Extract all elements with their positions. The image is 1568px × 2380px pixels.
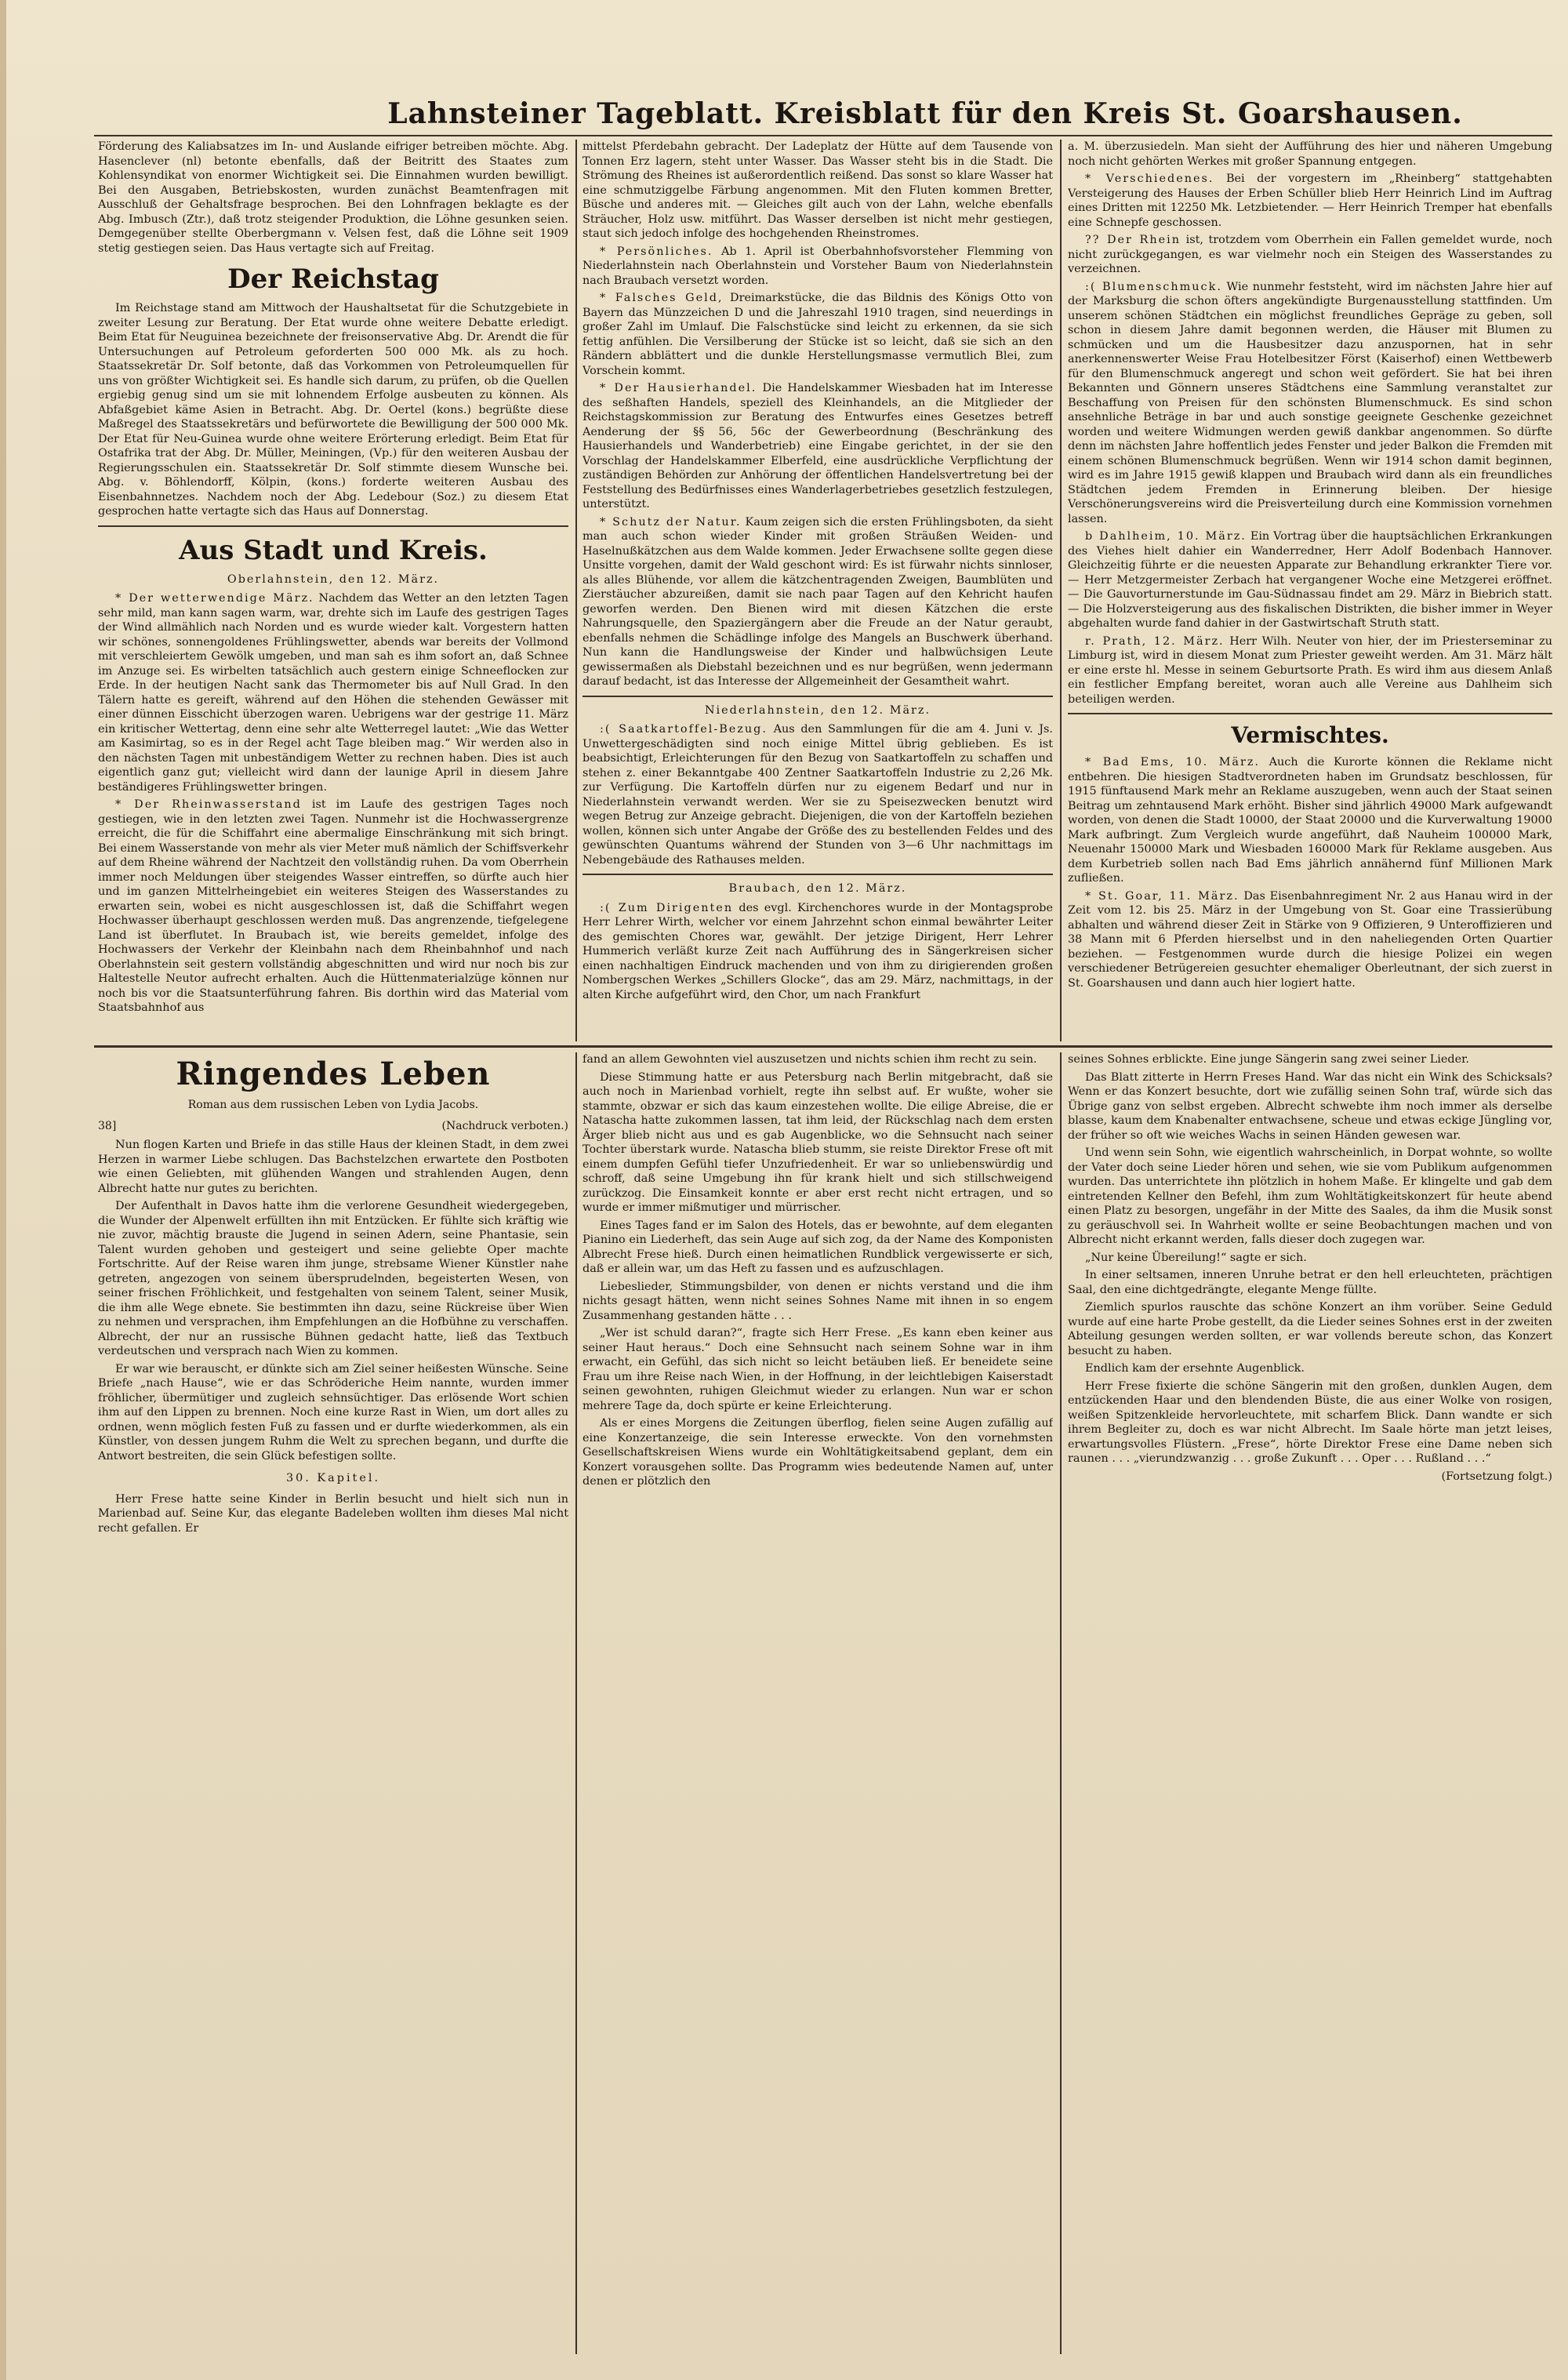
serial-text: Das Blatt zitterte in Herrn Freses Hand. War das nicht ein Wink des Schicksals? Wenn er das Konzert besuchte, dort wie zufällig seinen Sohn traf, würde sich das Übrige ganz von selbst ergeben. Albrecht schwebte ihm noch immer als derselbe blasse, kaum dem Knabenalter entwachsene, scheue und etwas eckige Jüngling vor, der früher so oft wie weiches Wachs in seinen Händen gewesen war. (1068, 1070, 1552, 1142)
article-text: * Bad Ems, 10. März. Auch die Kurorte können die Reklame nicht entbehren. Die hiesigen Stadtverordneten haben im Grundsatz beschlossen, für 1915 fünftausend Mark mehr an Reklame auszugeben, wenn auch der Staat seinen Beitrag um zehntausend Mark erhöht. Bisher sind jährlich 49000 Mark aufgewandt worden, von denen die Stadt 10000, der Staat 20000 und die Kurverwaltung 19000 Mark aufbringt. Zum Vergleich wurde angeführt, daß Nauheim 100000 Mark, Neuenahr 150000 Mark und Wiesbaden 160000 Mark für Reklame ausgeben. Aus dem Kurbetrieb sollen nach Bad Ems jährlich annähernd fünf Millionen Mark zufließen. (1068, 756, 1552, 885)
divider (1068, 713, 1552, 714)
item-lead: b Dahlheim, 10. März. (1085, 530, 1247, 543)
divider (583, 874, 1053, 875)
serial-column-3 (1068, 1052, 1552, 2354)
serial-text: Herr Frese hatte seine Kinder in Berlin besucht und hielt sich nun in Marienbad auf. Seine Kur, das elegante Badeleben wollten ihm dieses Mal nicht recht gefallen. Er (98, 1492, 568, 1535)
article-text: ?? Der Rhein ist, trotzdem vom Oberrhein ein Fallen gemeldet wurde, noch nicht zurückgegangen, es war vielmehr noch ein Steigen des Wasserstandes zu verzeichnen. (1068, 234, 1552, 275)
article-text: * St. Goar, 11. März. Das Eisenbahnregiment Nr. 2 aus Hanau wird in der Zeit vom 12. bis 25. März in der Umgebung von St. Goar eine Trassierübung abhalten und während dieser Zeit in Stärke von 9 Offizieren, 9 Unteroffizieren und 38 Mann mit 6 Pferden hierselbst und in den naheliegenden Orten Quartier beziehen. — Festgenommen wurde durch die hiesige Polizei ein wegen verschiedener Betrügereien gesuchter ehemaliger Oberleutnant, der sich zuerst in St. Goarshausen und dann auch hier logiert hatte. (1068, 889, 1552, 990)
article-text: * Der Rheinwasserstand ist im Laufe des gestrigen Tages noch gestiegen, wie in den letzten zwei Tagen. Nunmehr ist die Hochwassergrenze erreicht, die für die Schiffahrt eine abermalige Einschränkung mit sich bringt. Bei einem Wasserstande von mehr als vier Meter muß nämlich der Schiffsverkehr auf dem Rheine während der Nachtzeit den vollständig ruhen. Da vom Oberrhein immer noch Meldungen über steigendes Wasser eintreffen, so dürfte auch hier und im ganzen Mittelrheingebiet ein weiteres Steigen des Wasserstandes zu erwarten sein, wobei es nicht ausgeschlossen ist, daß die Schiffahrt wegen Hochwasser überhaupt geschlossen werden muß. Das angrenzende, tiefgelegene Land ist überflutet. In Braubach ist, wie bereits gemeldet, infolge des Hochwassers der Verkehr der Kleinbahn nach dem Rheinbahnhof und nach Oberlahnstein seit gestern vollständig abgeschnitten und wird nur noch bis zur Haltestelle Neutor aufrecht erhalten. Auch die Hüttenmaterialzüge können nur noch bis vor die Staatsunterführung fahren. Bis dorthin wird das Material vom Staatsbahnhof aus (98, 798, 568, 1014)
dateline: Braubach, den 12. März. (728, 882, 907, 895)
serial-title: Ringendes Leben (176, 1056, 491, 1092)
serial-text: Und wenn sein Sohn, wie eigentlich wahrscheinlich, in Dorpat wohnte, so wollte der Vater doch seine Lieder hören und sehen, wie sie vom Publikum aufgenommen wurden. Das unterrichtete ihn plötzlich in hohem Maße. Er klingelte und gab dem eintretenden Kellner den Befehl, ihm zum Wohltätigkeitskonzert für heute abend einen Platz zu besorgen, ungefähr in der Mitte des Saales, da ihm die Musik sonst zu geräuschvoll sei. In Wahrheit wollte er seine Beobachtungen machen und von Albrecht nicht erkannt werden, falls dieser doch zugegen war. (1068, 1146, 1552, 1246)
article-text: * Der wetterwendige März. Nachdem das Wetter an den letzten Tagen sehr mild, man kann sagen warm, war, drehte sich im Laufe des gestrigen Tages der Wind allmählich nach Norden und es wurde wieder kalt. Vorgestern hatten wir schönes, sonnengoldenes Frühlingswetter, abends war bereits der Vollmond mit verschleiertem Gewölk umgeben, und man sah es ihm sofort an, daß Schnee im Anzuge sei. Es wirbelten tatsächlich auch gestern einige Schneeflocken zur Erde. In der heutigen Nacht sank das Thermometer bis auf Null Grad. In den Tälern hatte es gereift, während auf den Höhen die stehenden Gewässer mit einer dünnen Eisschicht überzogen waren. Uebrigens war der gestrige 11. März ein kritischer Wettertag, denn eine sehr alte Wetterregel lautet: „Wie das Wetter am Kasimirtag, so es in der Regel acht Tage bleiben mag.“ Wir werden also in den nächsten Tagen mit unbeständigem Wetter zu rechnen haben. Dies ist auch eigentlich ganz gut; vielleicht wird dann der launige April in diesem Jahre beständigeres Frühlingswetter bringen. (98, 592, 568, 794)
article-text: b Dahlheim, 10. März. Ein Vortrag über die hauptsächlichen Erkrankungen des Viehes hielt dahier ein Wanderredner, Herr Adolf Bodenbach Hannover. Gleichzeitig führte er die neuesten Apparate zur Behandlung erkrankter Tiere vor. — Herr Metzgermeister Zerbach hat vergangener Woche eine Metzgerei eröffnet. — Die Gauvorturnerstunde im Gau-Südnassau findet am 29. März in Biebrich statt. — Die Holzversteigerung aus des fiskalischen Distrikten, die bisher immer in Weyer abgehalten wurde fand dahier in der Gastwirtschaft Struth statt. (1068, 530, 1552, 630)
serial-text: Herr Frese fixierte die schöne Sängerin mit den großen, dunklen Augen, dem entzückenden Haar und den blendenden Büste, die aus einer Wolke von rosigen, weißen Spitzenkleide hervorleuchtete, mit scharfem Blick. Dann wandte er sich ihrem Begleiter zu, doch es war nicht Albrecht. Im Saale hörte man jetzt leises, erwartungsvolles Flüstern. „Frese“, hörte Direktor Frese eine Dame neben sich raunen . . . „vierundzwanzig . . . große Zukunft . . . Oper . . . Rußland . . .“ (1068, 1379, 1552, 1465)
serial-column-1 (98, 1052, 568, 2354)
heading-stadt-und-kreis: Aus Stadt und Kreis. (179, 534, 488, 566)
item-lead: :( Blumenschmuck. (1085, 280, 1222, 293)
page-edge-shadow (0, 0, 6, 2380)
column-1 (98, 140, 568, 1043)
item-lead: ?? Der Rhein (1085, 234, 1181, 246)
reprint-notice: (Nachdruck verboten.) (441, 1119, 568, 1132)
item-lead: * Der Hausierhandel. (600, 382, 757, 394)
item-lead: :( Zum Dirigenten (600, 901, 734, 914)
serial-text: Diese Stimmung hatte er aus Petersburg nach Berlin mitgebracht, daß sie auch noch in Marienbad vorhielt, regte ihn selbst auf. Er wußte, woher sie stammte, obzwar er sich das kaum einzestehen wollte. Die eilige Abreise, die er Natascha hatte zukommen lassen, tat ihm leid, der Rückschlag nach dem ersten Ärger blieb nicht aus und es gab Augenblicke, wo die Sehnsucht nach seiner Tochter überstark wurde. Natascha blieb stumm, sie reiste Direktor Frese oft mit einem dumpfen Gefühl tiefer Unzufriedenheit. Er war so unliebenswürdig und schroff, daß seine Umgebung ihn für krank hielt und sich stillschweigend zurückzog. Die Einsamkeit konnte er aber erst recht nicht ertragen, und so wurde er immer mißmutiger und mürrischer. (583, 1070, 1053, 1214)
serial-text: Ziemlich spurlos rauschte das schöne Konzert an ihm vorüber. Seine Geduld wurde auf eine harte Probe gestellt, da die Lieder seines Sohnes erst in der zweiten Abteilung gesungen werden sollten, er war vollends bereute schon, das Konzert besucht zu haben. (1068, 1301, 1552, 1357)
serial-subtitle: Roman aus dem russischen Leben von Lydia Jacobs. (187, 1099, 479, 1111)
item-lead: * St. Goar, 11. März. (1085, 889, 1240, 903)
item-lead: * Falsches Geld, (600, 292, 724, 304)
item-lead: * Der Rheinwasserstand (115, 798, 302, 811)
article-text: Im Reichstage stand am Mittwoch der Haushaltsetat für die Schutzgebiete in zweiter Lesung zur Beratung. Der Etat wurde ohne weitere Debatte erledigt. Beim Etat für Neuguinea bezeichnete der freisonservative Abg. Dr. Arendt die für Untersuchungen auf Petroleum geforderten 500 000 Mk. als zu hoch. Staatssekretär Dr. Solf betonte, daß das Vorkommen von Petroleumquellen für uns von größter Wichtigkeit sei. Es handle sich darum, zu prüfen, ob die Quellen ergiebig genug sind um sie mit lohnendem Erfolge ausbeuten zu können. Als Abfaßgebiet käme Asien in Betracht. Abg. Dr. Oertel (kons.) begrüßte diese Maßregel des Staatssekretärs und befürwortete die Bewilligung der 500 000 Mk. Der Etat für Neu-Guinea wurde ohne weitere Erörterung erledigt. Beim Etat für Ostafrika trat der Abg. Dr. Müller, Meiningen, (Vp.) für den weiteren Ausbau der Regierungsschulen ein. Staatssekretär Dr. Solf stimmte diesem Wunsche bei. Abg. v. Böhlendorff, Kölpin, (kons.) forderte weiteren Ausbau des Eisenbahnnetzes. Nachdem noch der Abg. Ledebour (Soz.) zu diesem Etat gesprochen hatte vertagte sich das Haus auf Donnerstag. (98, 302, 568, 518)
serial-text: Der Aufenthalt in Davos hatte ihm die verlorene Gesundheit wiedergegeben, die Wunder der Alpenwelt erfüllten ihn mit Entzücken. Er fühlte sich kräftig wie nie zuvor, mächtig brauste die Jugend in seinen Adern, seine Phantasie, sein Talent wurden gehoben und gesteigert und seine geliebte Oper machte Fortschritte. Auf der Reise waren ihm junge, strebsame Wiener Künstler nahe getreten, angezogen von seinem übersprudelnden, begeisterten Wesen, von seiner frischen Fröhlichkeit, und festgehalten von seinem Talent, seiner Musik, die ihm alle Wege ebnete. Sie bestimmten ihn dazu, seine Rückreise über Wien zu nehmen und versprachen, ihm Empfehlungen an die Hofbühne zu verschaffen. Albrecht, der nur an russische Bühnen gedacht hatte, ließ das Textbuch verdeutschen und versprach nach Wien zu kommen. (98, 1200, 568, 1357)
installment-number: 38] (98, 1119, 117, 1132)
serial-column-2 (583, 1052, 1053, 2354)
item-lead: * Der wetterwendige März. (115, 592, 314, 605)
serial-text: Nun flogen Karten und Briefe in das stille Haus der kleinen Stadt, in dem zwei Herzen in warmer Liebe schlugen. Das Bachstelzchen erwartete den Postboten wie einen Geliebten, mit glühenden Wangen und strahlenden Augen, denn Albrecht hatte nur gutes zu berichten. (98, 1139, 568, 1195)
column-rule (1060, 140, 1062, 1041)
article-text: mittelst Pferdebahn gebracht. Der Ladeplatz der Hütte auf dem Tausende von Tonnen Erz lagern, steht unter Wasser. Das Wasser steht bis in die Stadt. Die Strömung des Rheines ist außerordentlich reißend. Das sonst so klare Wasser hat eine schmutziggelbe Färbung angenommen. Mit den Fluten kommen Bretter, Büsche und anderes mit. — Gleiches gilt auch von der Lahn, welche ebenfalls Sträucher, Holz usw. mitführt. Das Wasser derselben ist nicht mehr gestiegen, staut sich jedoch infolge des hochgehenden Rheinstromes. (583, 140, 1053, 240)
serial-text: Endlich kam der ersehnte Augenblick. (1085, 1362, 1305, 1375)
heading-vermischtes: Vermischtes. (1231, 722, 1389, 748)
item-lead: :( Saatkartoffel-Bezug. (600, 723, 768, 736)
column-3 (1068, 140, 1552, 1043)
serial-text: fand an allem Gewohnten viel auszusetzen und nichts schien ihm recht zu sein. (583, 1053, 1037, 1066)
serial-text: „Wer ist schuld daran?“, fragte sich Herr Frese. „Es kann eben keiner aus seiner Haut heraus.“ Doch eine Sehnsucht nach seinem Sohne war in ihm erwacht, ein Gefühl, das sich nicht so leicht betäuben ließ. Er beneidete seine Frau um ihre Reise nach Wien, in der Hoffnung, in der leichtlebigen Kaiserstadt seinen gewohnten, ruhigen Gleichmut wieder zu erlangen. Nun war er schon mehrere Tage da, doch spürte er keine Erleichterung. (583, 1327, 1053, 1412)
continued-notice: (Fortsetzung folgt.) (1441, 1470, 1552, 1483)
item-lead: * Schutz der Natur. (600, 515, 742, 529)
divider (583, 696, 1053, 697)
dateline: Oberlahnstein, den 12. März. (227, 572, 440, 586)
article-text: * Persönliches. Ab 1. April ist Oberbahnhofsvorsteher Flemming von Niederlahnstein nach Oberlahnstein und Vorsteher Baum von Niederlahnstein nach Braubach versetzt worden. (583, 245, 1053, 287)
article-text: * Der Hausierhandel. Die Handelskammer Wiesbaden hat im Interesse des seßhaften Handels, speziell des Kleinhandels, an die Mitglieder der Reichstagskommission zur Beratung des Entwurfes eines Gesetzes betreff Aenderung der §§ 56, 56c der Gewerbeordnung (Beschränkung des Hausierhandels und Wanderbetrieb) eine Eingabe gerichtet, in der sie den Vorschlag der Handelskammer Elberfeld, eine ausdrückliche Verpflichtung der zuständigen Behörden zur Anhörung der öffentlichen Handelsvertretung bei der Feststellung des Bedürfnisses eines Wanderlagerbetriebes gesetzlich festzulegen, unterstützt. (583, 382, 1053, 511)
article-text: * Falsches Geld, Dreimarkstücke, die das Bildnis des Königs Otto von Bayern das Münzzeichen D und die Jahreszahl 1910 tragen, sind neuerdings in großer Zahl im Umlauf. Die Falschstücke sind leicht zu erkennen, da sie sich fettig anfühlen. Die Versilberung der Stücke ist so leicht, daß sie sich an den Rändern abblättert und die dunkle Herstellungsmasse vermutlich Blei, zum Vorschein kommt. (583, 292, 1053, 377)
serial-text: seines Sohnes erblickte. Eine junge Sängerin sang zwei seiner Lieder. (1068, 1053, 1469, 1066)
item-lead: r. Prath, 12. März. (1085, 634, 1225, 648)
chapter-heading: 30. Kapitel. (285, 1472, 381, 1484)
article-text: * Schutz der Natur. Kaum zeigen sich die ersten Frühlingsboten, da sieht man auch schon wieder Kinder mit großen Sträußen Weiden- und Haselnußkätzchen aus dem Walde kommen. Jeder Erwachsene sollte gegen diese Unsitte vorgehen, damit der Wald geschont wird: Es ist fürwahr nichts sinnloser, als alles Blühende, vor allem die kätzchentragenden Zweigen, Baumblüten und Zierstäucher abzureißen, damit sie nach paar Tagen auf den Kehricht haufen geworfen werden. Den Bienen wird mit diesen Kätzchen die erste Nahrungsquelle, den Spaziergängern aber die Freude an der Natur geraubt, ebenfalls nehmen die Schädlinge infolge des Mangels an Buschwerk überhand. Nun kann die Handlungsweise der Kinder und halbwüchsigen Leute gewissermaßen als Diebstahl bezeichnen und es nur begrüßen, wenn jedermann darauf bedacht, ist das Interesse der Allgemeinheit der Gesamtheit wahrt. (583, 515, 1053, 688)
serial-text: Als er eines Morgens die Zeitungen überflog, fielen seine Augen zufällig auf eine Konzertanzeige, die sein Interesse erweckte. Von den vornehmsten Gesellschaftskreisen Wiens wurde ein Wohltätigkeitsabend geplant, dem ein Konzert vorausgehen sollte. Das Programm wies bedeutende Namen auf, unter denen er plötzlich den (583, 1417, 1053, 1488)
masthead-rule (94, 135, 1552, 136)
article-text: :( Blumenschmuck. Wie nunmehr feststeht, wird im nächsten Jahre hier auf der Marksburg die schon öfters angekündigte Burgenausstellung stattfinden. Um unserem schönen Städtchen ein möglichst freundliches Gepräge zu geben, soll schon in diesem Jahre damit begonnen werden, die Häuser mit Blumen zu schmücken und um die Hausbesitzer dazu anzuspornen, hat in sehr anerkennenswerter Weise Frau Hotelbesitzer Först (Kaiserhof) einen Wettbewerb für den Blumenschmuck angeregt und schon weit gefördert. Sie hat bei ihren Bekannten und Gönnern unseres Städtchens eine Sammlung veranstaltet zur Beschaffung von Preisen für den schönsten Blumenschmuck. Es sind schon ansehnliche Beträge in bar und auch sonstige geeignete Geschenke gezeichnet worden und weitere Widmungen werden gewiß dankbar angenommen. So dürfte denn im nächsten Jahre hoffentlich jedes Fenster und jeder Balkon die Fremden mit einem schönen Blumenschmuck begrüßen. Wenn wir 1914 schon damit beginnen, wird es im Jahre 1915 gewiß klappen und Braubach wird dann als ein freundliches Städtchen jedem Fremden in Erinnerung bleiben. Der hiesige Verschönerungsvereins wird die Preisverteilung durch eine Kommission vornehmen lassen. (1068, 280, 1552, 525)
serial-text: Eines Tages fand er im Salon des Hotels, das er bewohnte, auf dem eleganten Pianino ein Liederheft, das sein Auge auf sich zog, da der Name des Komponisten Albrecht Frese hieß. Durch einen heimatlichen Rundblick vergewisserte er sich, daß er allein war, um das Heft zu fassen und es aufzuschlagen. (583, 1219, 1053, 1275)
article-text: :( Saatkartoffel-Bezug. Aus den Sammlungen für die am 4. Juni v. Js. Unwettergeschädigten sind noch einige Mittel übrig geblieben. Es ist beabsichtigt, Erleichterungen für den Bezug von Saatkartoffeln zu schaffen und stehen z. einer Bekanntgabe 400 Zentner Saatkartoffeln Industrie zu 2,26 Mk. zur Verfügung. Die Kartoffeln dürfen nur zu eigenem Bedarf und nur in Niederlahnstein verwandt werden. Wer sie zu Speisezwecken benutzt wird wegen Betrug zur Anzeige gebracht. Diejenigen, die von der Kartoffeln beziehen wollen, können sich unter Angabe der Größe des zu bestellenden Feldes und des gewünschten Quantums während der Stunden von 3—6 Uhr nachmittags im Nebengebäude des Rathauses melden. (583, 723, 1053, 867)
serial-text: In einer seltsamen, inneren Unruhe betrat er den hell erleuchteten, prächtigen Saal, den eine dichtgedrängte, elegante Menge füllte. (1068, 1269, 1552, 1296)
column-rule (575, 1052, 577, 2354)
article-text: Förderung des Kaliabsatzes im In- und Auslande eifriger betreiben möchte. Abg. Hasenclever (nl) betonte ebenfalls, daß der Beitritt des Staates zum Kohlensyndikat von enormer Wichtigkeit sei. Die Einnahmen wurden bewilligt. Bei den Ausgaben, Betriebskosten, wurden zunächst Beamtenfragen mit Ausschluß der Gehaltsfrage besprochen. Bei den Lohnfragen beklagte es der Abg. Imbusch (Ztr.), daß trotz steigender Produktion, die Löhne gesunken seien. Demgegenüber stellte Oberbergmann v. Velsen fest, daß die Löhne seit 1909 stetig gestiegen seien. Das Haus vertagte sich auf Freitag. (98, 140, 568, 255)
dateline: Niederlahnstein, den 12. März. (704, 703, 931, 717)
feuilleton-rule (94, 1045, 1552, 1048)
serial-text: Er war wie berauscht, er dünkte sich am Ziel seiner heißesten Wünsche. Seine Briefe „nach Hause“, wie er das Schröderiche Heim nannte, wurden immer fröhlicher, übermütiger und zugleich sehnsüchtiger. Das erlösende Wort schien ihm auf den Lippen zu brennen. Noch eine kurze Rast in Wien, um dort alles zu ordnen, wenn möglich festen Fuß zu fassen und er durfte wiederkommen, als ein Künstler, von dessen jungem Ruhm die Welt zu sprechen begann, und durfte die Antwort bestreiten, die sein Glück befestigen sollte. (98, 1362, 568, 1463)
column-2 (583, 140, 1053, 1043)
article-text: r. Prath, 12. März. Herr Wilh. Neuter von hier, der im Priesterseminar zu Limburg ist, wird in diesem Monat zum Priester geweiht werden. Am 31. März hält er eine erste hl. Messe in seinem Geburtsorte Prath. Es wird ihm aus diesem Anlaß ein festlicher Empfang bereitet, woran auch alle Vereine aus Dahlheim sich beteiligen werden. (1068, 634, 1552, 706)
serial-text: „Nur keine Übereilung!“ sagte er sich. (1085, 1251, 1307, 1264)
item-lead: * Bad Ems, 10. März. (1085, 756, 1261, 769)
divider (98, 525, 568, 527)
article-text: * Verschiedenes. Bei der vorgestern im „Rheinberg“ stattgehabten Versteigerung des Hauses der Erben Schüller blieb Herr Heinrich Lind im Auftrag eines Dritten mit 12250 Mk. Letzbietender. — Herr Heinrich Tremper hat ebenfalls eine Schnepfe geschossen. (1068, 173, 1552, 229)
column-rule (1060, 1052, 1062, 2354)
serial-meta (98, 1119, 568, 1134)
article-text: :( Zum Dirigenten des evgl. Kirchenchores wurde in der Montagsprobe Herr Lehrer Wirth, welcher vor einem Jahrzehnt schon einmal bewährter Leiter des gemischten Chores war, gewählt. Der jetzige Dirigent, Herr Lehrer Hummerich verläßt kurze Zeit nach Aufführung des in Sängerkreisen sicher einen nachhaltigen Eindruck machenden und von ihm zu dirigierenden großen Nombergschen Werkes „Schillers Glocke“, das am 29. März, nachmittags, in der alten Kirche aufgeführt wird, den Chor, um nach Frankfurt (583, 901, 1053, 1001)
masthead: Lahnsteiner Tageblatt. Kreisblatt für den Kreis St. Goarshausen. (387, 97, 1463, 130)
heading-reichstag: Der Reichstag (227, 263, 439, 295)
item-lead: * Persönliches. (600, 245, 713, 258)
serial-text: Liebeslieder, Stimmungsbilder, von denen er nichts verstand und die ihm nichts gesagt hätten, wenn nicht seines Sohnes Name mit ihnen in so engem Zusammenhang gestanden hätte . . . (583, 1280, 1053, 1322)
article-text: a. M. überzusiedeln. Man sieht der Aufführung des hier und näheren Umgebung noch nicht gehörten Werkes mit großer Spannung entgegen. (1068, 140, 1552, 168)
column-rule (575, 140, 577, 1041)
item-lead: * Verschiedenes. (1085, 173, 1214, 185)
